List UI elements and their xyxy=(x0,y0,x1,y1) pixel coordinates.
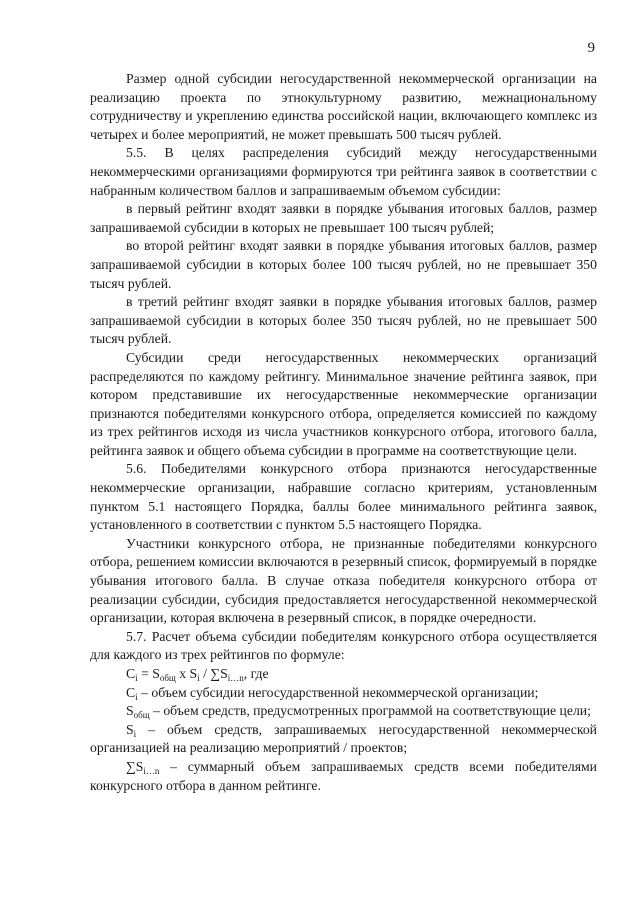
definition-si: $S_i$ – объем средств, запрашиваемых негосударственной некоммерческой организацией на реализацию мероприятий / проектов; xyxy=(90,721,597,756)
paragraph-rating-2: во второй рейтинг входят заявки в порядке убывания итоговых баллов, размер запрашиваемой субсидии в которых более 100 тысяч рублей, но не превышает 350 тысяч рублей. xyxy=(90,238,597,291)
formula: $C_i = S_{общ}$ x $S_i / \sum S_{i\dots n}$, где xyxy=(126,666,269,683)
paragraph-rating-3: в третий рейтинг входят заявки в порядке убывания итоговых баллов, размер запрашиваемой субсидии в которых более 350 тысяч рублей, но не превышает 500 тысяч рублей. xyxy=(90,294,597,347)
document-body xyxy=(90,70,597,795)
page-number: 9 xyxy=(587,40,595,56)
paragraph-distribution: Субсидии среди негосударственных некоммерческих организаций распределяются по каждому рейтингу. Минимальное значение рейтинга заявок, при котором представившие их негосударственные некоммерческие организации признаются победителями конкурсного отбора, определяется комиссией по каждому из трех рейтингов исходя из числа участников конкурсного отбора, итогового балла, рейтинга заявок и общего объема субсидии в программе на соответствующие цели. xyxy=(90,349,597,458)
paragraph-subsidy-limit: Размер одной субсидии негосударственной некоммерческой организации на реализацию проекта по этнокультурному развитию, межнациональному сотрудничеству и укреплению единства российской нации, включающего комплекс из четырех и более мероприятий, не может превышать 500 тысяч рублей. xyxy=(90,71,597,142)
definition-s-total: $S_{общ}$ – объем средств, предусмотренных программой на соответствующие цели; xyxy=(126,703,591,721)
definition-ci: $C_i$ – объем субсидии негосударственной некоммерческой организации; xyxy=(126,684,539,702)
paragraph-rating-1: в первый рейтинг входят заявки в порядке убывания итоговых баллов, размер запрашиваемой субсидии в которых не превышает 100 тысяч рублей; xyxy=(90,201,597,235)
paragraph-5-5: 5.5. В целях распределения субсидий между негосударственными некоммерческими организациями формируются три рейтинга заявок в соответствии с набранным количеством баллов и запрашиваемым объемом субсидии: xyxy=(90,145,597,198)
paragraph-5-7: 5.7. Расчет объема субсидии победителям конкурсного отбора осуществляется для каждого из трех рейтингов по формуле: xyxy=(90,628,597,663)
paragraph-reserve-list: Участники конкурсного отбора, не признанные победителями конкурсного отбора, решением комиссии включаются в резервный список, формируемый в порядке убывания итогового балла. В случае отказа победителя конкурсного отбора от реализации субсидии, субсидия предоставляется негосударственной некоммерческой организации, которая включена в резервный список, в порядке очередности. xyxy=(90,535,597,626)
paragraph-5-6: 5.6. Победителями конкурсного отбора признаются негосударственные некоммерческие организации, набравшие согласно критериям, установленным пунктом 5.1 настоящего Порядка, баллы более минимального рейтинга заявок, установленного в соответствии с пунктом 5.5 настоящего Порядка. xyxy=(90,461,597,533)
definition-sum: $\sum S_{i\dots n}$ – суммарный объем запрашиваемых средств всеми победителями конкурсного отбора в данном рейтинге. xyxy=(90,758,597,793)
